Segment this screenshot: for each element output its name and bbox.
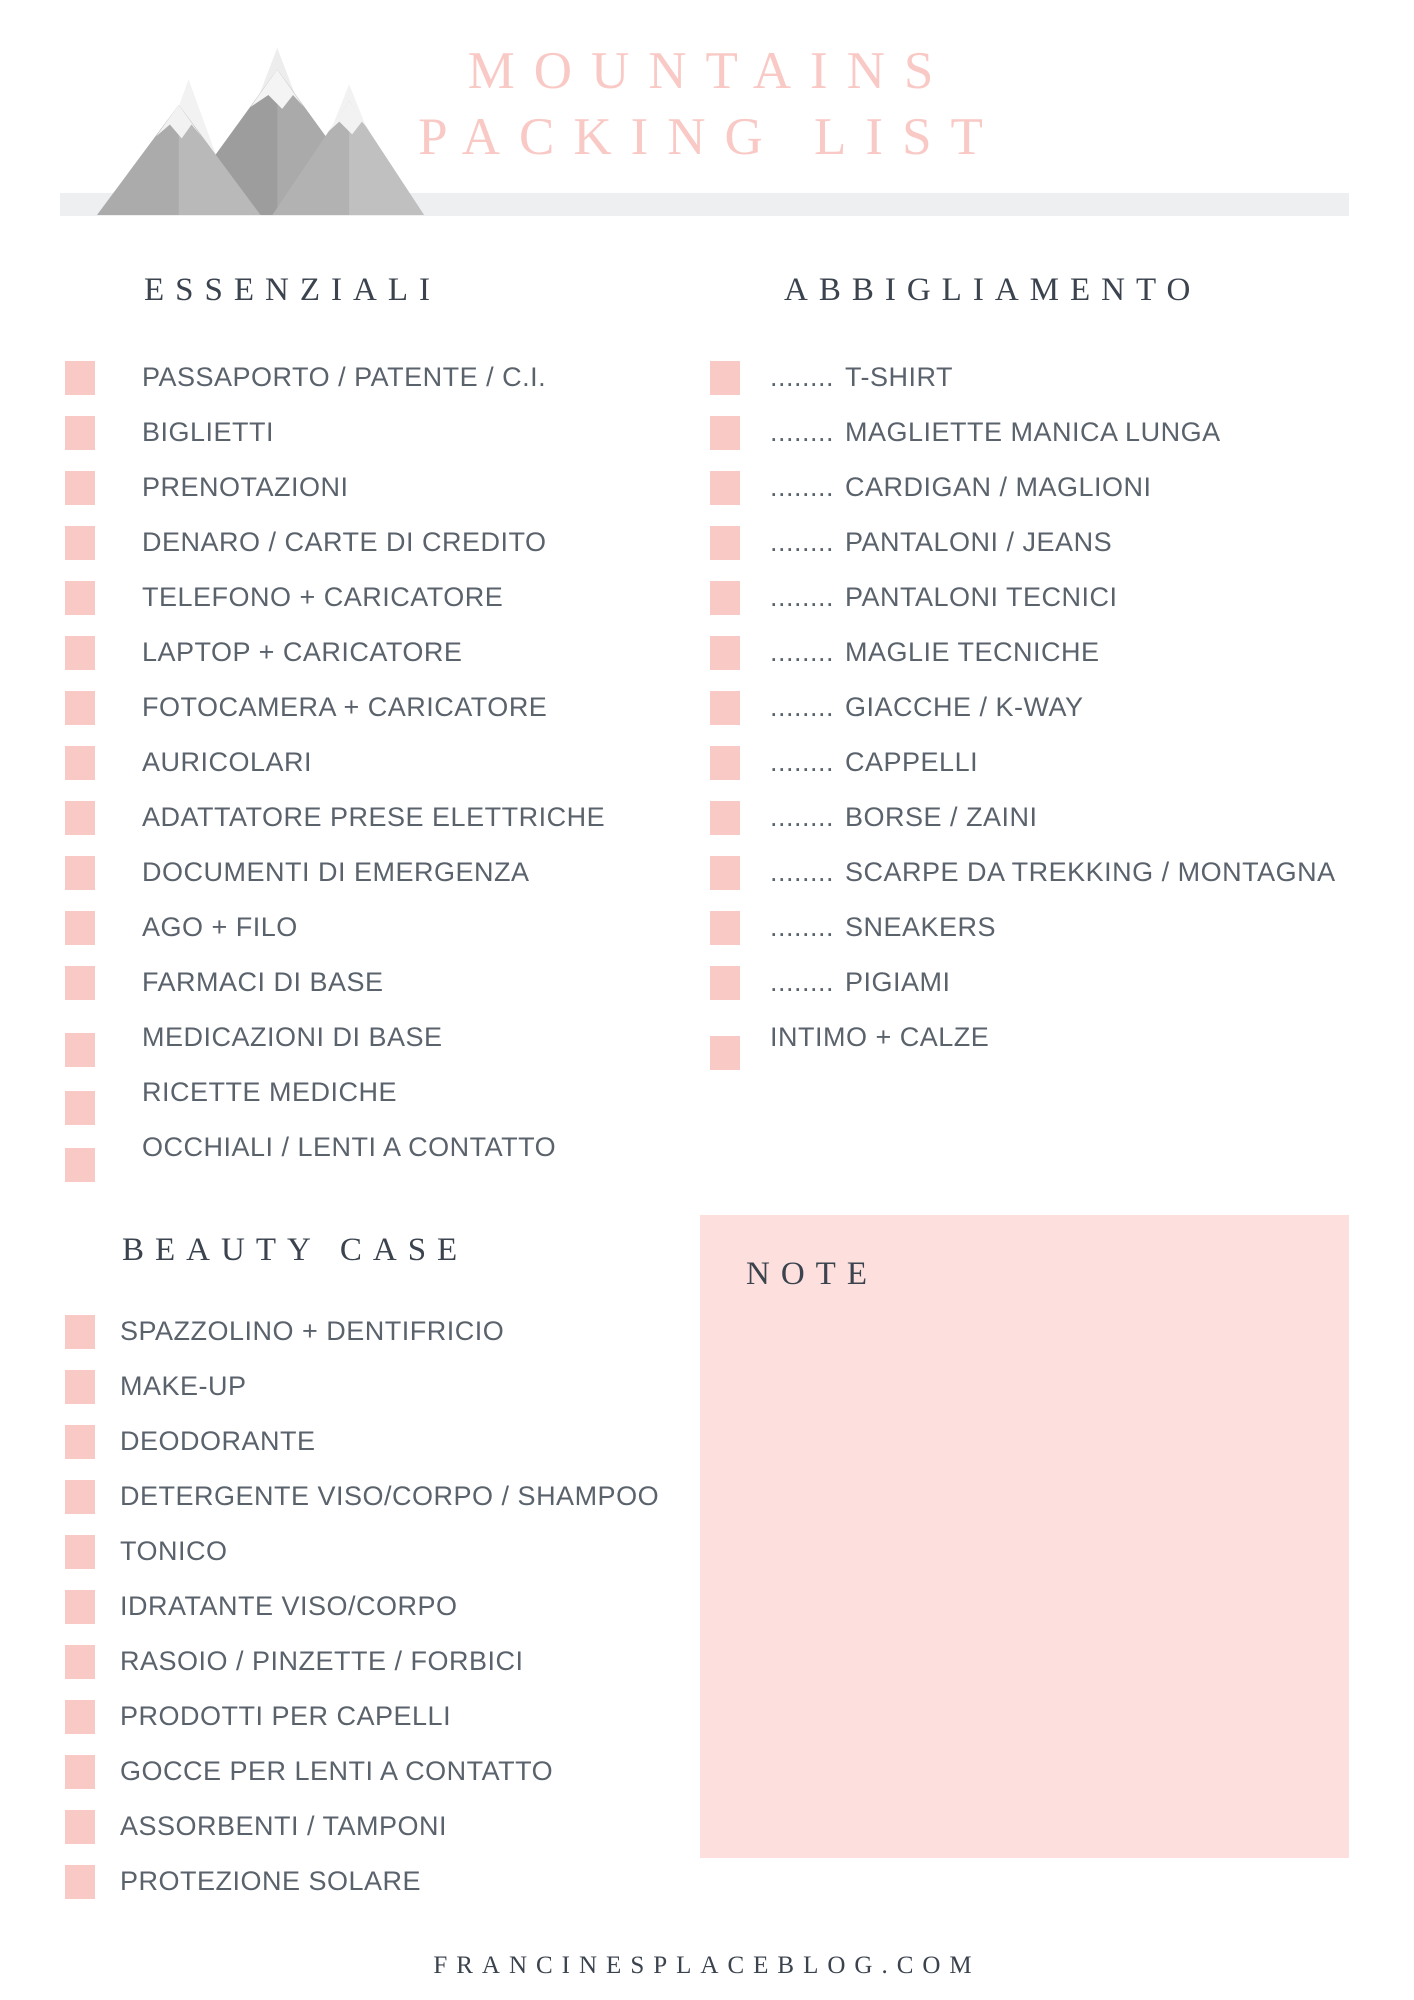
checklist-row: [65, 790, 605, 845]
quantity-dots: ........: [770, 417, 835, 447]
checklist-row: [65, 460, 605, 515]
quantity-dots: ........: [770, 857, 835, 887]
item-label: OCCHIALI / LENTI A CONTATTO: [142, 1132, 557, 1162]
checkbox[interactable]: [710, 361, 740, 395]
item-label: PANTALONI TECNICI: [845, 582, 1118, 612]
checkbox[interactable]: [65, 691, 95, 725]
checkbox[interactable]: [65, 1315, 95, 1349]
quantity-dots: ........: [770, 527, 835, 557]
checklist-row: [65, 515, 605, 570]
checklist-row: [65, 1689, 659, 1744]
checkbox[interactable]: [65, 801, 95, 835]
item-label: SPAZZOLINO + DENTIFRICIO: [120, 1316, 505, 1346]
item-label: IDRATANTE VISO/CORPO: [120, 1591, 458, 1621]
quantity-dots: ........: [770, 967, 835, 997]
checkbox[interactable]: [65, 1755, 95, 1789]
checklist-row: [710, 350, 1336, 405]
item-label: BORSE / ZAINI: [845, 802, 1038, 832]
beauty-case-checklist: [65, 1304, 659, 1909]
item-label: ASSORBENTI / TAMPONI: [120, 1811, 448, 1841]
section-heading-essenziali: ESSENZIALI: [144, 272, 441, 308]
item-label: MAGLIETTE MANICA LUNGA: [845, 417, 1221, 447]
item-label: ADATTATORE PRESE ELETTRICHE: [142, 802, 606, 832]
item-label: GIACCHE / K-WAY: [845, 692, 1084, 722]
checkbox[interactable]: [65, 1425, 95, 1459]
checklist-row: [65, 1524, 659, 1579]
quantity-dots: ........: [770, 472, 835, 502]
checklist-row: [710, 955, 1336, 1010]
quantity-dots: ........: [770, 802, 835, 832]
checkbox[interactable]: [710, 691, 740, 725]
essentials-checklist: [65, 350, 605, 1175]
item-label: AURICOLARI: [142, 747, 313, 777]
checkbox[interactable]: [710, 1036, 740, 1070]
checkbox[interactable]: [65, 526, 95, 560]
quantity-dots: ........: [770, 692, 835, 722]
notes-section: [700, 1215, 1349, 1858]
checklist-row: [65, 350, 605, 405]
checkbox[interactable]: [65, 361, 95, 395]
checklist-row: [65, 900, 605, 955]
item-label: SNEAKERS: [845, 912, 997, 942]
item-label: BIGLIETTI: [142, 417, 275, 447]
item-label: T-SHIRT: [845, 362, 954, 392]
item-label: TELEFONO + CARICATORE: [142, 582, 504, 612]
page-title: [360, 38, 1060, 170]
item-label: GOCCE PER LENTI A CONTATTO: [120, 1756, 554, 1786]
checkbox[interactable]: [65, 636, 95, 670]
item-label: MAGLIE TECNICHE: [845, 637, 1100, 667]
checklist-row: [65, 1065, 605, 1120]
item-label: PRENOTAZIONI: [142, 472, 349, 502]
checkbox[interactable]: [65, 1480, 95, 1514]
clothing-checklist: [710, 350, 1336, 1065]
section-heading-abbigliamento: ABBIGLIAMENTO: [784, 272, 1202, 308]
checklist-row: [65, 1579, 659, 1634]
checklist-row: [65, 735, 605, 790]
checkbox[interactable]: [710, 911, 740, 945]
checkbox[interactable]: [65, 966, 95, 1000]
checkbox[interactable]: [65, 911, 95, 945]
item-label: CARDIGAN / MAGLIONI: [845, 472, 1152, 502]
checklist-row: [710, 570, 1336, 625]
checkbox[interactable]: [65, 1645, 95, 1679]
item-label: PANTALONI / JEANS: [845, 527, 1113, 557]
checkbox[interactable]: [65, 1148, 95, 1182]
checkbox[interactable]: [710, 471, 740, 505]
checklist-row: [710, 1010, 1336, 1065]
checkbox[interactable]: [65, 471, 95, 505]
item-label: DETERGENTE VISO/CORPO / SHAMPOO: [120, 1481, 660, 1511]
checklist-row: [710, 625, 1336, 680]
item-label: RASOIO / PINZETTE / FORBICI: [120, 1646, 524, 1676]
item-label: MAKE-UP: [120, 1371, 247, 1401]
checkbox[interactable]: [65, 1810, 95, 1844]
checkbox[interactable]: [65, 1370, 95, 1404]
checklist-row: [710, 900, 1336, 955]
checkbox[interactable]: [65, 581, 95, 615]
checkbox[interactable]: [710, 856, 740, 890]
checklist-row: [65, 625, 605, 680]
section-heading-note: NOTE: [746, 1256, 878, 1292]
item-label: DENARO / CARTE DI CREDITO: [142, 527, 547, 557]
checklist-row: [65, 405, 605, 460]
checklist-row: [710, 735, 1336, 790]
checklist-row: [65, 1010, 605, 1065]
item-label: SCARPE DA TREKKING / MONTAGNA: [845, 857, 1336, 887]
item-label: LAPTOP + CARICATORE: [142, 637, 463, 667]
checkbox[interactable]: [710, 416, 740, 450]
checkbox[interactable]: [710, 966, 740, 1000]
item-label: PIGIAMI: [845, 967, 951, 997]
checkbox[interactable]: [65, 1535, 95, 1569]
item-label: RICETTE MEDICHE: [142, 1077, 398, 1107]
item-label: AGO + FILO: [142, 912, 298, 942]
title-line-2: PACKING LIST: [418, 108, 1002, 166]
checkbox[interactable]: [65, 746, 95, 780]
checkbox[interactable]: [65, 1033, 95, 1067]
item-label: PROTEZIONE SOLARE: [120, 1866, 422, 1896]
item-label: MEDICAZIONI DI BASE: [142, 1022, 443, 1052]
quantity-dots: ........: [770, 582, 835, 612]
checklist-row: [65, 1854, 659, 1909]
footer-url: FRANCINESPLACEBLOG.COM: [433, 1952, 981, 1979]
item-label: PRODOTTI PER CAPELLI: [120, 1701, 452, 1731]
item-label: DOCUMENTI DI EMERGENZA: [142, 857, 530, 887]
checkbox[interactable]: [65, 1700, 95, 1734]
item-label: PASSAPORTO / PATENTE / C.I.: [142, 362, 547, 392]
checklist-row: [710, 405, 1336, 460]
title-line-1: MOUNTAINS: [467, 42, 953, 100]
item-label: DEODORANTE: [120, 1426, 316, 1456]
item-label: CAPPELLI: [845, 747, 979, 777]
checklist-row: [65, 1414, 659, 1469]
checklist-row: [710, 460, 1336, 515]
item-label: INTIMO + CALZE: [770, 1022, 990, 1052]
checklist-row: [65, 845, 605, 900]
checklist-row: [710, 845, 1336, 900]
checklist-row: [710, 515, 1336, 570]
checkbox[interactable]: [65, 856, 95, 890]
checklist-row: [65, 680, 605, 735]
checklist-row: [710, 790, 1336, 845]
checklist-row: [65, 1304, 659, 1359]
checkbox[interactable]: [710, 581, 740, 615]
item-label: FOTOCAMERA + CARICATORE: [142, 692, 548, 722]
checklist-row: [65, 1799, 659, 1854]
section-heading-beauty-case: BEAUTY CASE: [122, 1232, 469, 1268]
quantity-dots: ........: [770, 912, 835, 942]
checkbox[interactable]: [710, 636, 740, 670]
checkbox[interactable]: [65, 1091, 95, 1125]
checkbox[interactable]: [65, 416, 95, 450]
checklist-row: [65, 1634, 659, 1689]
quantity-dots: ........: [770, 637, 835, 667]
checkbox[interactable]: [710, 801, 740, 835]
item-label: FARMACI DI BASE: [142, 967, 384, 997]
checklist-row: [710, 680, 1336, 735]
checkbox[interactable]: [65, 1865, 95, 1899]
item-label: TONICO: [120, 1536, 228, 1566]
checkbox[interactable]: [65, 1590, 95, 1624]
quantity-dots: ........: [770, 747, 835, 777]
checklist-row: [65, 1120, 605, 1175]
checkbox[interactable]: [710, 746, 740, 780]
checklist-row: [65, 955, 605, 1010]
checklist-row: [65, 570, 605, 625]
checklist-row: [65, 1744, 659, 1799]
checkbox[interactable]: [710, 526, 740, 560]
checklist-row: [65, 1359, 659, 1414]
checklist-row: [65, 1469, 659, 1524]
quantity-dots: ........: [770, 362, 835, 392]
